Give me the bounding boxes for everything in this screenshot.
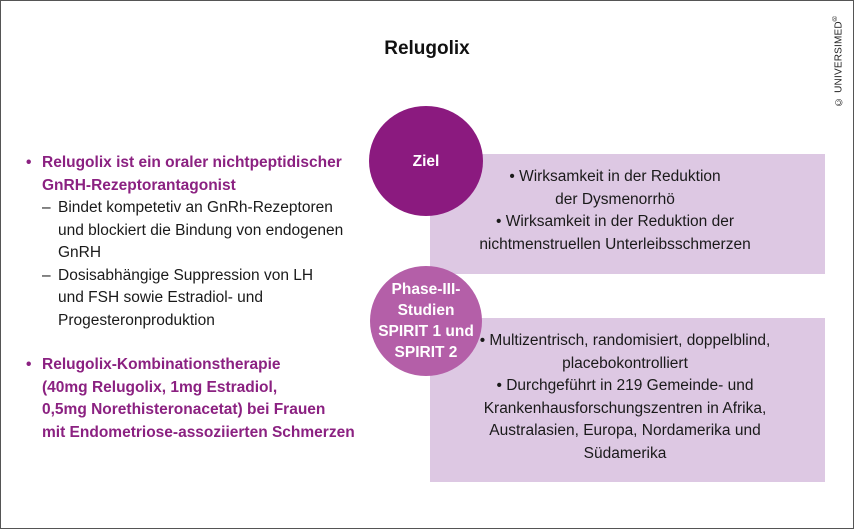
sub-bullet-suppression (26, 265, 386, 333)
left-column (26, 152, 386, 444)
goal-line4: nichtmenstruellen Unterleibsschmerzen (479, 235, 751, 253)
goal-line2: der Dysmenorrhö (555, 190, 675, 208)
dash-icon: – (42, 266, 51, 284)
sub1-line1: Bindet kompetetiv an GnRh-Rezeptoren (58, 199, 333, 216)
goal-circle (369, 106, 483, 216)
phase3-label-line4: SPIRIT 2 (394, 344, 458, 361)
bullet1-line2: GnRH-Rezeptorantagonist (42, 176, 236, 194)
goal-line3: • Wirksamkeit in der Reduktion der (495, 213, 734, 230)
sub2-line2: und FSH sowie Estradiol- und (58, 289, 264, 306)
studies-box-text (440, 330, 810, 465)
goal-box-text (430, 166, 800, 256)
goal-circle-label: Ziel (412, 152, 440, 170)
phase3-label-line3: SPIRIT 1 und (378, 323, 474, 340)
studies-line2: placebokontrolliert (562, 354, 688, 372)
phase3-label-line1: Phase-III- (391, 281, 461, 298)
studies-line1: • Multizentrisch, randomisiert, doppelblind, (479, 332, 771, 349)
studies-line4: Krankenhausforschungszentren in Afrika, (483, 399, 767, 417)
sub2-line1: Dosisabhängige Suppression von LH (58, 266, 314, 284)
studies-line5: Australasien, Europa, Nordamerika und (489, 422, 761, 439)
sub-bullet-binding (26, 197, 386, 265)
bullet2-line3: 0,5mg Norethisteronacetat) bei Frauen (42, 401, 326, 418)
studies-line3: • Durchgeführt in 219 Gemeinde- und (496, 377, 754, 394)
studies-line6: Südamerika (583, 444, 667, 462)
page-title: Relugolix (384, 38, 470, 59)
phase3-label-line2: Studien (397, 302, 455, 319)
bullet-dot-icon: • (26, 154, 32, 171)
bullet2-line1: Relugolix-Kombinationstherapie (42, 356, 281, 373)
sub2-line3: Progesteronproduktion (58, 311, 215, 329)
dash-icon: – (42, 199, 51, 216)
bullet-relugolix-definition (26, 152, 386, 197)
phase3-studies-circle (370, 266, 482, 376)
copyright-notice (831, 14, 844, 107)
bullet-combination-therapy (26, 354, 386, 444)
registered-mark: ® (830, 14, 838, 22)
goal-line1: • Wirksamkeit in der Reduktion (509, 168, 721, 185)
bullet-dot-icon: • (26, 356, 32, 373)
bullet2-line4: mit Endometriose-assoziierten Schmerzen (42, 423, 355, 441)
bullet1-line1: Relugolix ist ein oraler nichtpeptidischer (42, 154, 342, 171)
bullet2-line2: (40mg Relugolix, 1mg Estradiol, (42, 378, 278, 396)
sub1-line2: und blockiert die Bindung von endogenen (58, 221, 344, 239)
sub1-line3: GnRH (58, 244, 102, 261)
copyright-text: © UNIVERSIMED (833, 21, 844, 108)
